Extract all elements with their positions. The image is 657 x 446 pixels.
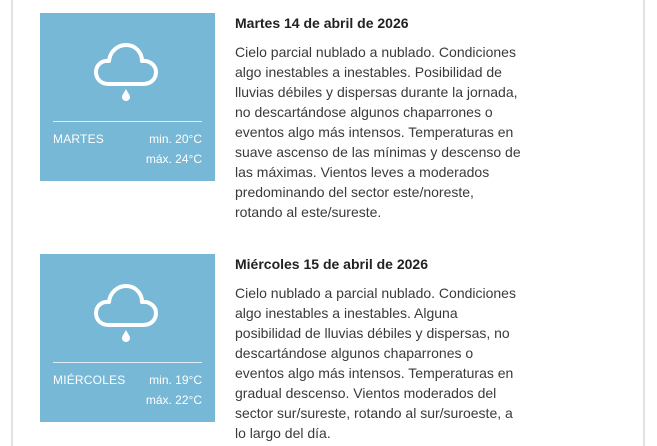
forecast-description: Cielo parcial nublado a nublado. Condiciones algo inestables a inestables. Posibilidad de lluvias débiles y dispersas durante la jornada, no descartándose algunos chaparrones o eventos algo más intensos. Temperaturas en suave ascenso de las mínimas y descenso de las máximas. Vientos leves a moderados predominando del sector este/noreste, rotando al este/sureste.: [235, 44, 521, 220]
card-divider: [53, 121, 202, 122]
min-temperature: min. 20°C: [149, 132, 202, 146]
day-name: MIÉRCOLES: [53, 373, 126, 387]
forecast-date-title: Martes 14 de abril de 2026: [235, 15, 409, 31]
max-temperature: máx. 24°C: [145, 152, 202, 166]
weather-card: [40, 254, 215, 422]
cloud-rain-icon: [91, 278, 161, 348]
weather-card: [40, 13, 215, 181]
max-temperature: máx. 22°C: [145, 393, 202, 407]
forecast-description: Cielo nublado a parcial nublado. Condiciones algo inestables a inestables. Alguna posibilidad de lluvias débiles y dispersas, no descartándose algunos chaparrones o eventos algo más intensos. Temperaturas en gradual descenso. Vientos moderados del sector sur/sureste, rotando al sur/suroeste, a lo largo del día.: [235, 285, 516, 441]
cloud-rain-icon: [91, 37, 161, 107]
min-temperature: min. 19°C: [149, 373, 202, 387]
day-name: MARTES: [53, 132, 104, 146]
forecast-text: [235, 254, 525, 443]
forecast-date-title: Miércoles 15 de abril de 2026: [235, 256, 428, 272]
card-divider: [53, 362, 202, 363]
forecast-text: [235, 13, 525, 222]
forecast-page: [11, 0, 645, 446]
